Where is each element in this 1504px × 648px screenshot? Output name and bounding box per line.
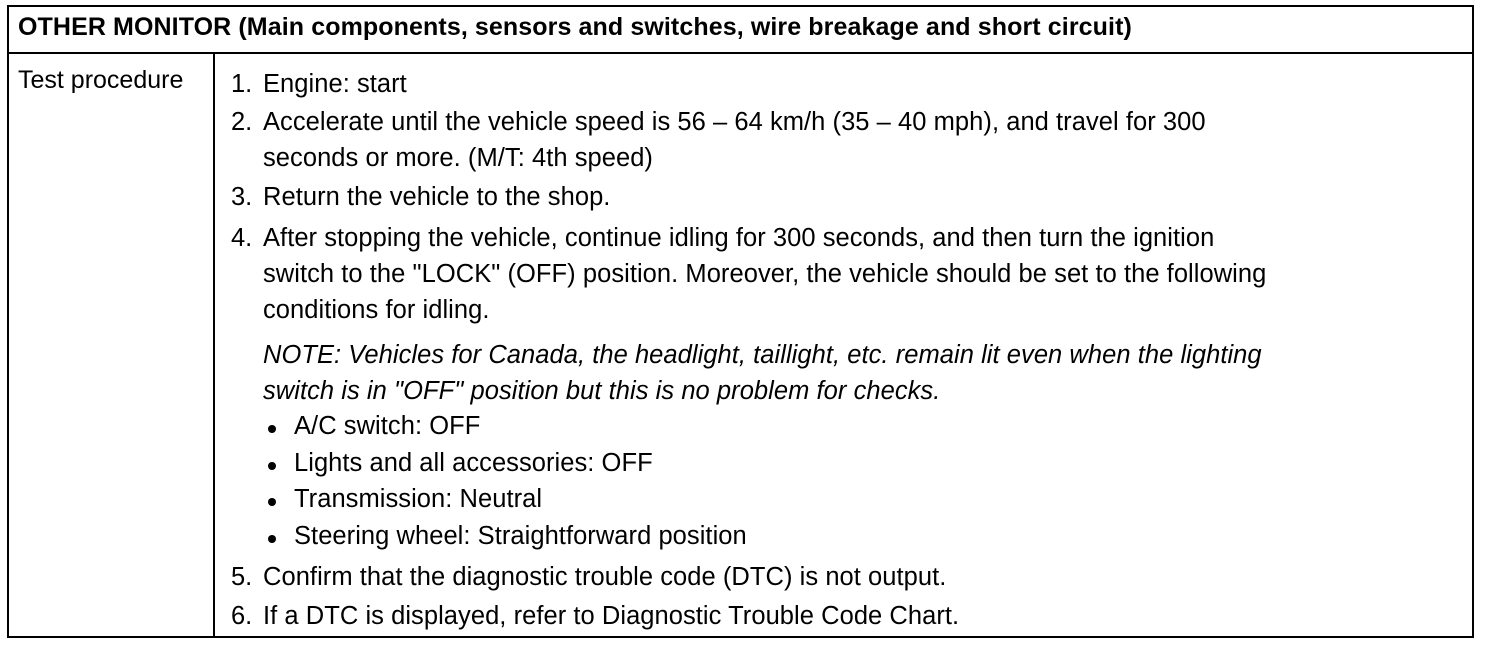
step-number: 5. bbox=[231, 563, 253, 591]
procedure-table bbox=[7, 5, 1474, 638]
note-text: NOTE: Vehicles for Canada, the headlight, taillight, etc. remain lit even when the lighting bbox=[263, 341, 1262, 369]
table-title: OTHER MONITOR (Main components, sensors and switches, wire breakage and short circuit) bbox=[18, 13, 1132, 41]
step-number: 6. bbox=[231, 602, 253, 630]
step-text: conditions for idling. bbox=[263, 296, 490, 324]
step-text: seconds or more. (M/T: 4th speed) bbox=[263, 144, 653, 172]
procedure-content bbox=[215, 54, 1472, 636]
step-text: Engine: start bbox=[263, 70, 407, 98]
bullet-icon bbox=[268, 535, 276, 543]
step-text: Return the vehicle to the shop. bbox=[263, 183, 611, 211]
step-text: switch to the "LOCK" (OFF) position. Moreover, the vehicle should be set to the following bbox=[263, 260, 1267, 288]
step-number: 3. bbox=[231, 183, 253, 211]
label-cell bbox=[9, 54, 215, 636]
step-text: Accelerate until the vehicle speed is 56 – 64 km/h (35 – 40 mph), and travel for 300 bbox=[263, 108, 1206, 136]
step-number: 4. bbox=[231, 224, 253, 252]
bullet-icon bbox=[268, 462, 276, 470]
note-text: switch is in "OFF" position but this is no problem for checks. bbox=[263, 377, 941, 405]
step-number: 2. bbox=[231, 108, 253, 136]
condition-item: Steering wheel: Straightforward position bbox=[294, 522, 747, 550]
test-procedure-label: Test procedure bbox=[18, 66, 184, 94]
step-text: Confirm that the diagnostic trouble code (DTC) is not output. bbox=[263, 563, 947, 591]
bullet-icon bbox=[268, 498, 276, 506]
table-title-row bbox=[9, 7, 1472, 54]
bullet-icon bbox=[268, 425, 276, 433]
condition-item: Lights and all accessories: OFF bbox=[294, 449, 653, 477]
step-number: 1. bbox=[231, 70, 253, 98]
condition-item: Transmission: Neutral bbox=[294, 485, 543, 513]
condition-item: A/C switch: OFF bbox=[294, 412, 481, 440]
step-text: If a DTC is displayed, refer to Diagnostic Trouble Code Chart. bbox=[263, 602, 960, 630]
step-text: After stopping the vehicle, continue idling for 300 seconds, and then turn the ignition bbox=[263, 224, 1215, 252]
